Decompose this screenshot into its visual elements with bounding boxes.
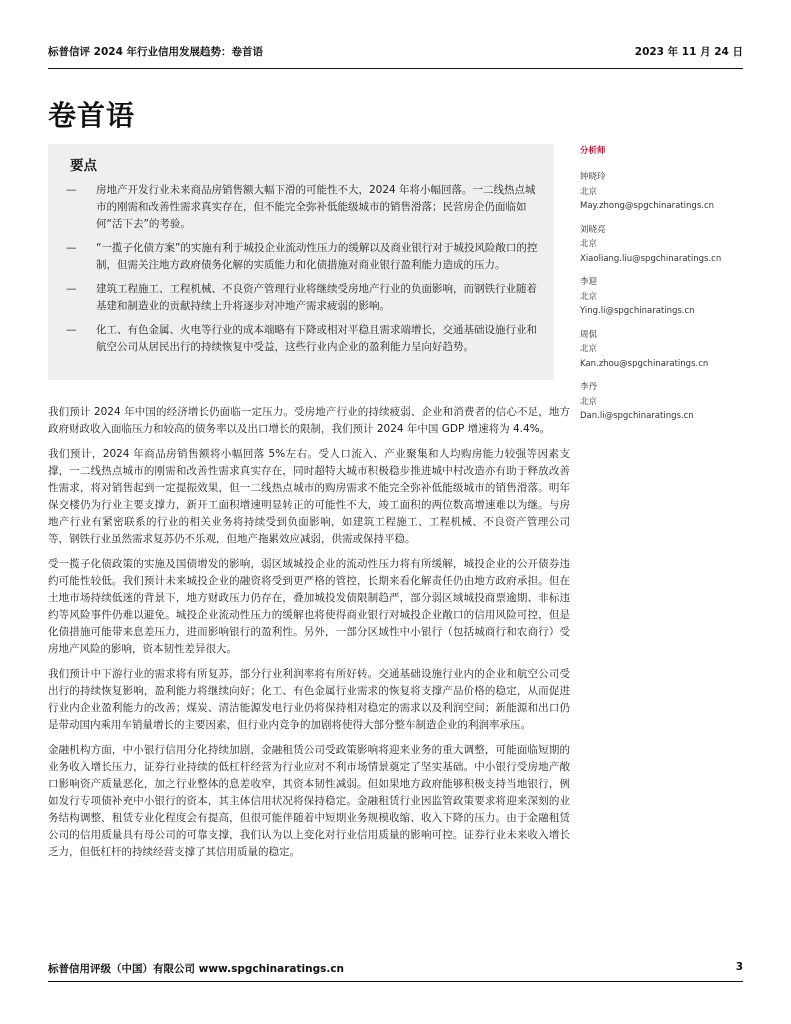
analyst-email[interactable]: Dan.li@spgchinaratings.cn (580, 411, 694, 421)
body-paragraph: 我们预计，2024 年商品房销售额将小幅回落 5%左右。受人口流入、产业聚集和人均购房能力较强等因素支撑，一二线热点城市的刚需和改善性需求真实存在，同时超特大城市积极稳步推进城中村改造亦有助于释放改善性需求，将对销售起到一定提振效果，但一二线热点城市的购房需求不能完全弥补低能级城市的销售滑落。明年保交楼仍为行业主要支撑力，新开工面积增速明显转正的可能性不大，竣工面积的两位数高增速难以为继。与房地产行业有紧密联系的行业的相关业务将持续受到负面影响，如建筑工程施工、工程机械、不良资产管理公司等，钢铁行业虽然需求复苏仍不乐观，但地产拖累效应减弱，供需或保持平稳。 (48, 448, 570, 545)
body-paragraph: 我们预计中下游行业的需求将有所复苏，部分行业利润率将有所好转。交通基础设施行业内的企业和航空公司受出行的持续恢复影响，盈利能力将继续向好；化工、有色金属行业需求的恢复将支撑产品价格的稳定，从而促进行业内企业盈利能力的改善；煤炭、清洁能源发电行业仍将保持相对稳定的需求以及利润空间；新能源和出口仍是带动国内乘用车销量增长的主要因素，但行业内竞争的加剧将使得大部分整车制造企业的利润率承压。 (48, 668, 570, 731)
analyst-email[interactable]: Ying.li@spgchinaratings.cn (580, 306, 695, 316)
analyst-email[interactable]: Xiaoliang.liu@spgchinaratings.cn (580, 253, 722, 264)
header-divider (48, 68, 743, 69)
analyst-entry (580, 328, 750, 372)
key-points-title: 要点 (70, 158, 97, 174)
analyst-city: 北京 (580, 186, 598, 197)
analyst-entry (580, 170, 750, 214)
body-paragraph: 受一揽子化债政策的实施及国债增发的影响，弱区域城投企业的流动性压力将有所缓解，城投企业的公开债券违约可能性较低。我们预计未来城投企业的融资将受到更严格的管控，长期来看化解责任仍由地方政府承担。但在土地市场持续低迷的背景下，地方财政压力仍存在，叠加城投发债限制趋严，部分弱区域城投商票逾期、非标违约等风险事件仍难以避免。城投企业流动性压力的缓解也将使得商业银行对城投企业敞口的信用风险可控，但是化债措施可能带来息差压力，进而影响银行的盈利性。另外，一部分区域性中小银行（包括城商行和农商行）受房地产风险的影响，资本韧性差异很大。 (48, 558, 570, 655)
body-text (48, 404, 570, 869)
analyst-name: 钟晓玲 (580, 172, 606, 182)
page-number: 3 (735, 961, 743, 973)
analyst-name: 李迎 (580, 277, 598, 287)
analyst-city: 北京 (580, 396, 598, 407)
analyst-city: 北京 (580, 239, 598, 249)
body-paragraph: 金融机构方面，中小银行信用分化持续加剧，金融租赁公司受政策影响将迎来业务的重大调整，可能面临短期的业务收入增长压力，证券行业持续的低杠杆经营为行业应对不利市场情景奠定了坚实基础。中小银行受房地产敞口影响资产质量恶化，加之行业整体的息差收窄，其资本韧性减弱。但如果地方政府能够积极支持当地银行，例如发行专项债补充中小银行的资本，其主体信用状况将保持稳定。金融租赁行业因监管政策要求将迎来深刻的业务结构调整，租赁专业化程度会有提高，但很可能伴随着中短期业务规模收缩、收入下降的压力。由于金融租赁公司的信用质量具有母公司的可靠支撑，我们认为以上变化对行业信用质量的影响可控。证券行业未来收入增长乏力，但低杠杆的持续经营支撑了其信用质量的稳定。 (48, 744, 570, 858)
footer-company: 标普信用评级（中国）有限公司 www.spgchinaratings.cn (48, 963, 345, 975)
header-report-title: 标普信评 2024 年行业信用发展趋势：卷首语 (48, 46, 264, 58)
analysts-sidebar (580, 144, 750, 433)
footer-divider (48, 981, 743, 982)
analysts-title: 分析师 (580, 146, 606, 156)
analyst-entry (580, 275, 750, 319)
page-title: 卷首语 (48, 99, 136, 132)
page-header (48, 44, 743, 64)
key-points-list (66, 182, 542, 363)
analyst-city: 北京 (580, 291, 598, 302)
analyst-email[interactable]: May.zhong@spgchinaratings.cn (580, 201, 715, 211)
header-date: 2023 年 11 月 24 日 (634, 46, 743, 58)
analyst-name: 李丹 (580, 382, 598, 392)
key-point-item: — 房地产开发行业未来商品房销售额大幅下滑的可能性不大，2024 年将小幅回落。一二线热点城市的刚需和改善性需求真实存在，但不能完全弥补低能级城市的销售滑落；民营房企仍面临如何“活下去”的考验。 (66, 182, 542, 233)
analyst-city: 北京 (580, 344, 598, 354)
analyst-name: 刘晓亮 (580, 224, 606, 235)
key-point-item: — “一揽子化债方案”的实施有利于城投企业流动性压力的缓解以及商业银行对于城投风险敞口的控制，但需关注地方政府债务化解的实质能力和化债措施对商业银行盈利能力造成的压力。 (66, 240, 542, 274)
key-point-item: — 建筑工程施工、工程机械、不良资产管理行业将继续受房地产行业的负面影响，而钢铁行业随着基建和制造业的贡献持续上升将逐步对冲地产需求疲弱的影响。 (66, 281, 542, 315)
analyst-entry (580, 380, 750, 424)
page-footer (48, 961, 743, 977)
key-points-box (48, 144, 554, 380)
analyst-name: 周侃 (580, 329, 598, 340)
analyst-email[interactable]: Kan.zhou@spgchinaratings.cn (580, 358, 709, 369)
body-paragraph: 我们预计 2024 年中国的经济增长仍面临一定压力。受房地产行业的持续疲弱、企业和消费者的信心不足，地方政府财政收入面临压力和较高的债务率以及出口增长的限制，我们预计 2024 年中国 GDP 增速将为 4.4%。 (48, 406, 570, 435)
key-point-item: — 化工、有色金属、火电等行业的成本端略有下降或相对平稳且需求端增长，交通基础设施行业和航空公司从居民出行的持续恢复中受益，这些行业内企业的盈利能力呈向好趋势。 (66, 322, 542, 356)
analyst-entry (580, 223, 750, 267)
